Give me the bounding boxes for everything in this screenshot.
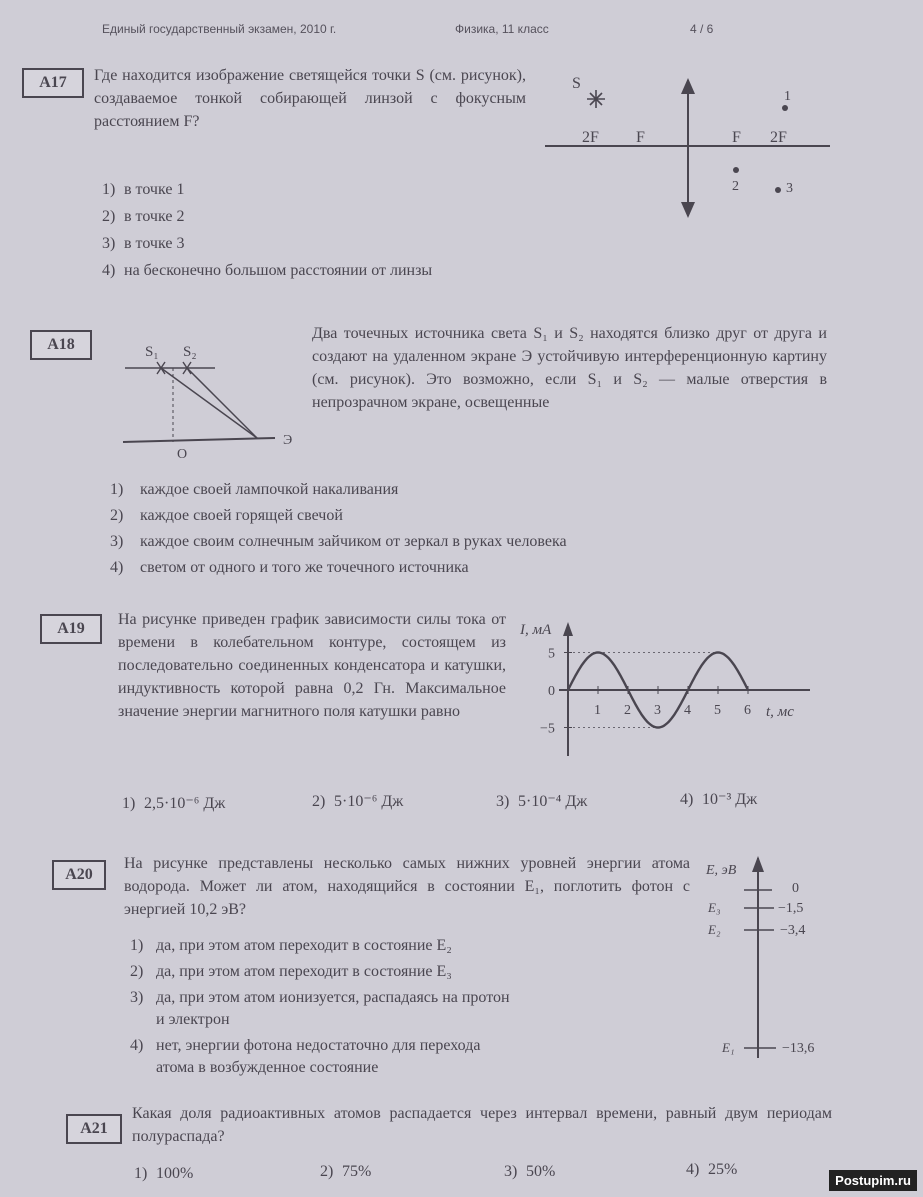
x-tick-label: 6 <box>744 703 751 718</box>
a19-option-3[interactable]: 3) 5·10⁻⁴ Дж <box>496 793 588 810</box>
a18-option-3[interactable]: 3) каждое своим солнечным зайчиком от зеркал в руках человека <box>110 533 567 550</box>
x-tick-label: 2 <box>624 703 631 718</box>
point-1-dot <box>782 105 788 111</box>
a20-tag: A20 <box>52 860 106 890</box>
source-label-s: S <box>572 75 581 92</box>
level-e2-label: E₂ <box>708 922 721 937</box>
a17-option-1[interactable]: 1) в точке 1 <box>102 181 185 198</box>
x-tick-label: 4 <box>684 703 691 718</box>
a18-question: Два точечных источника света S₁ и S₂ находятся близко друг от друга и создают на удаленном экране Э устойчивую интерференционную картину (см. рисунок). Это возможно, если S₁ и S₂ — малые отверстия в непрозрачном экране, освещенные <box>312 325 827 411</box>
header-page: 4 / 6 <box>690 22 714 36</box>
o-label: O <box>177 447 188 460</box>
a20-option-4[interactable]: 4) нет, энергии фотона недостаточно для перехода <box>130 1037 481 1054</box>
a20-question: На рисунке представлены несколько самых нижних уровней энергии атома водорода. Может ли атом, находящийся в состоянии E₁, поглотить фотон с энергией 10,2 эВ? <box>124 855 690 918</box>
s1-label: S₁ <box>145 344 159 360</box>
a20-option-3-cont: и электрон <box>156 1011 230 1028</box>
a21-option-2[interactable]: 2) 75% <box>320 1163 372 1180</box>
light-source-icon <box>587 90 605 108</box>
x-tick-label: 3 <box>654 703 661 718</box>
level-e2-value: −3,4 <box>780 923 806 938</box>
point-3-dot <box>775 187 781 193</box>
a18-option-1[interactable]: 1) каждое своей лампочкой накаливания <box>110 481 399 498</box>
a17-option-2[interactable]: 2) в точке 2 <box>102 208 185 225</box>
watermark-logo: Postupim.ru <box>829 1170 917 1191</box>
level-e3-label: E₃ <box>708 900 721 915</box>
a20-option-2[interactable]: 2) да, при этом атом переходит в состояние E₃ <box>130 963 452 980</box>
a20-option-1[interactable]: 1) да, при этом атом переходит в состояние E₂ <box>130 937 452 954</box>
level-e3-value: −1,5 <box>778 901 804 916</box>
energy-axis-label: E, эВ <box>706 863 737 878</box>
y-axis-label: I, мА <box>520 622 552 638</box>
y-tick-label: −5 <box>540 721 555 737</box>
a21-option-3[interactable]: 3) 50% <box>504 1163 556 1180</box>
a19-option-4[interactable]: 4) 10⁻³ Дж <box>680 791 758 808</box>
y-axis-arrow <box>563 622 573 636</box>
level-e1-label: E₁ <box>722 1040 735 1055</box>
header-subject: Физика, 11 класс <box>455 22 549 36</box>
a19-tag: A19 <box>40 614 102 644</box>
left-2f-label: 2F <box>582 129 599 146</box>
a18-option-4[interactable]: 4) светом от одного и того же точечного источника <box>110 559 469 576</box>
a18-interference-figure <box>115 338 305 460</box>
a21-option-1[interactable]: 1) 100% <box>134 1165 194 1182</box>
right-f-label: F <box>732 129 741 146</box>
a19-current-chart <box>510 612 810 762</box>
a18-option-2[interactable]: 2) каждое своей горящей свечой <box>110 507 343 524</box>
point-2-dot <box>733 167 739 173</box>
s2-label: S₂ <box>183 344 197 360</box>
y-tick-label: 5 <box>548 646 555 662</box>
a20-option-3[interactable]: 3) да, при этом атом ионизуется, распадаясь на протон <box>130 989 510 1006</box>
a17-question: Где находится изображение светящейся точки S (см. рисунок), создаваемое тонкой собирающей линзой с фокусным расстоянием F? <box>94 67 526 130</box>
a21-question: Какая доля радиоактивных атомов распадается через интервал времени, равный двум периодам полураспада? <box>132 1105 832 1145</box>
a18-tag: A18 <box>30 330 92 360</box>
point-1-label: 1 <box>784 89 791 104</box>
a17-lens-figure <box>540 68 840 228</box>
x-axis-label: t, мс <box>766 704 794 720</box>
left-f-label: F <box>636 129 645 146</box>
a20-energy-levels <box>700 852 840 1064</box>
y-tick-label: 0 <box>548 684 555 699</box>
point-2-label: 2 <box>732 179 739 194</box>
screen-label: Э <box>283 433 293 448</box>
level-zero-value: 0 <box>792 881 799 896</box>
x-tick-label: 1 <box>594 703 601 718</box>
right-2f-label: 2F <box>770 129 787 146</box>
point-3-label: 3 <box>786 181 793 196</box>
header-exam: Единый государственный экзамен, 2010 г. <box>102 22 337 36</box>
a19-option-1[interactable]: 1) 2,5·10⁻⁶ Дж <box>122 795 226 812</box>
a17-option-3[interactable]: 3) в точке 3 <box>102 235 185 252</box>
a21-option-4[interactable]: 4) 25% <box>686 1161 738 1178</box>
a20-option-4-cont: атома в возбужденное состояние <box>156 1059 379 1076</box>
a19-question: На рисунке приведен график зависимости силы тока от времени в колебательном контуре, состоящем из последовательно соединенных конденсатора и катушки, индуктивность которой равна 0,2 Гн. Максимальное значение энергии магнитного поля катушки равно <box>118 611 506 720</box>
x-tick-label: 5 <box>714 703 721 718</box>
level-e1-value: −13,6 <box>782 1041 815 1056</box>
a17-option-4[interactable]: 4) на бесконечно большом расстоянии от линзы <box>102 262 433 279</box>
a17-tag: A17 <box>22 68 84 98</box>
a19-option-2[interactable]: 2) 5·10⁻⁶ Дж <box>312 793 404 810</box>
a21-tag: A21 <box>66 1114 122 1144</box>
